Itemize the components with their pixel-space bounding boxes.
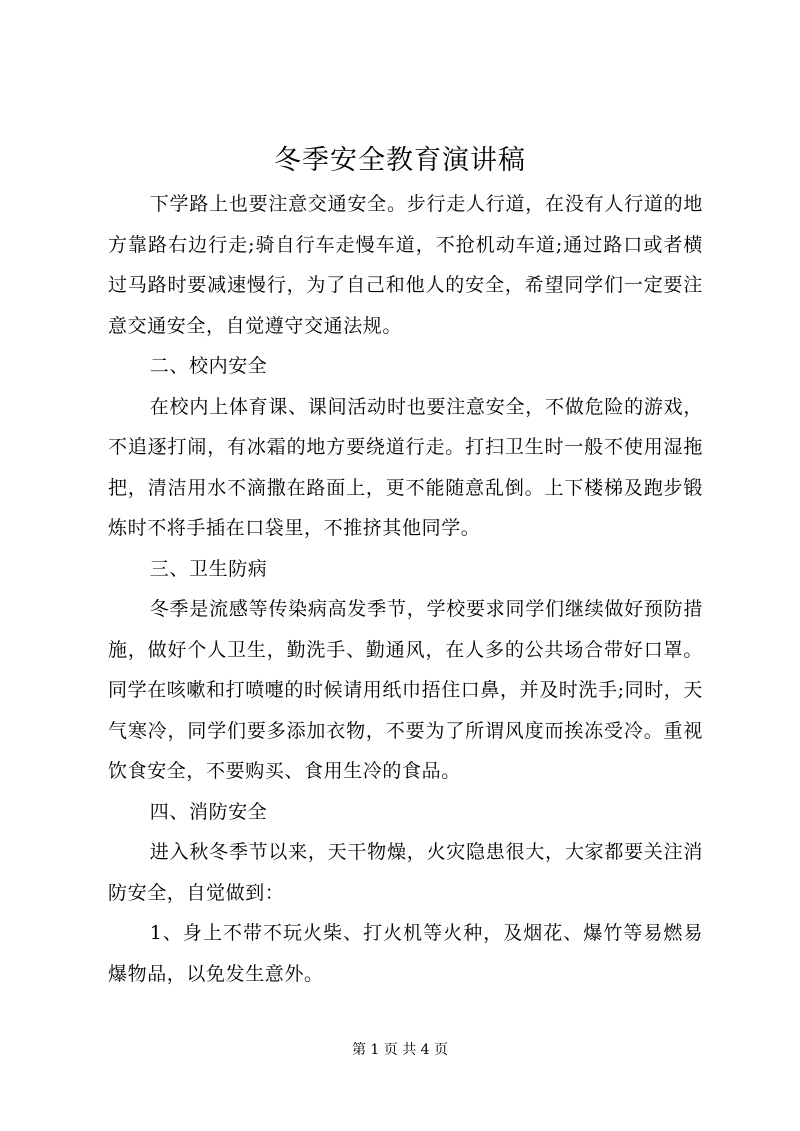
paragraph-fire-safety-intro: 进入秋冬季节以来，天干物燥，火灾隐患很大，大家都要关注消防安全，自觉做到： — [108, 841, 703, 904]
document-title: 冬季安全教育演讲稿 — [274, 145, 526, 176]
document-body — [108, 184, 703, 994]
paragraph-campus-safety: 在校内上体育课、课间活动时也要注意安全，不做危险的游戏，不追逐打闹，有冰霜的地方要绕道行走。打扫卫生时一般不使用湿拖把，清洁用水不滴撒在路面上，更不能随意乱倒。上下楼梯及跑步锻炼时不将手插在口袋里，不推挤其他同学。 — [108, 395, 703, 539]
section-heading-hygiene: 三、卫生防病 — [149, 557, 268, 580]
section-heading-fire-safety: 四、消防安全 — [149, 800, 268, 823]
paragraph-traffic-safety: 下学路上也要注意交通安全。步行走人行道，在没有人行道的地方靠路右边行走;骑自行车走慢车道，不抢机动车道;通过路口或者横过马路时要减速慢行，为了自己和他人的安全，希望同学们一定要注意交通安全，自觉遵守交通法规。 — [108, 193, 703, 337]
section-heading-campus-safety: 二、校内安全 — [149, 355, 268, 377]
page-number-footer: 第 1 页 共 4 页 — [351, 1042, 449, 1058]
paragraph-hygiene: 冬季是流感等传染病高发季节，学校要求同学们继续做好预防措施，做好个人卫生，勤洗手、勤通风，在人多的公共场合带好口罩。同学在咳嗽和打喷嚏的时候请用纸巾捂住口鼻，并及时洗手;同时，天气寒冷，同学们要多添加衣物，不要为了所谓风度而挨冻受冷。重视饮食安全，不要购买、食用生冷的食品。 — [108, 598, 704, 782]
paragraph-fire-safety-item-1: 1、身上不带不玩火柴、打火机等火种，及烟花、爆竹等易燃易爆物品，以免发生意外。 — [108, 922, 703, 985]
